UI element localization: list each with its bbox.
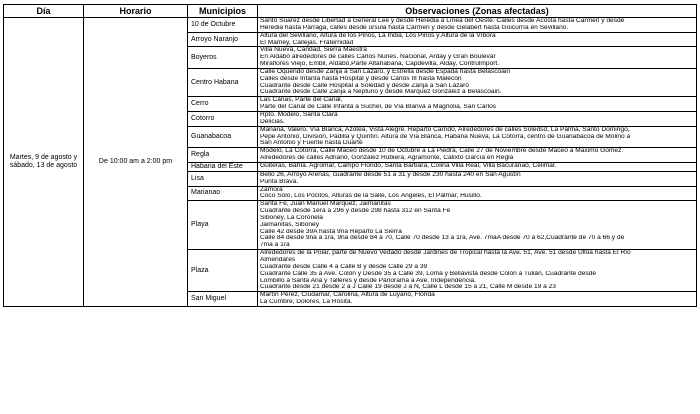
- observacion-line: Parte del Canal de Calle Infanta a Suchel, de Vía Blanva a Magnolia, San Carlos: [260, 104, 497, 111]
- table-row: [4, 18, 697, 33]
- municipio-cell: Arroyo Naranjo: [188, 32, 258, 47]
- observaciones-cell: [258, 18, 697, 33]
- municipio-cell: Regla: [188, 148, 258, 163]
- municipio-cell: Guanabacoa: [188, 126, 258, 148]
- observacion-line: 7ma a 1ra: [260, 242, 290, 249]
- observacion-line: Zamora: [260, 186, 283, 193]
- observacion-line: Cuadrante desde Calle Zanja a Neptuno y desde Marquez González a Belascoain.: [260, 89, 502, 96]
- observaciones-cell: [258, 126, 697, 148]
- observacion-line: Calles desde Infanta hasta Hospital y desde Carlos III hasta Malecón: [260, 75, 462, 82]
- observaciones-cell: [258, 47, 697, 69]
- observacion-line: Calle 84 desde 9na a 1ra, 9na desde 84 a 70, Calle 70 desde 13 a 1ra, Ave. 7maA desde 70 a 62,Cuadrante de 70 a 66 y de: [260, 235, 625, 242]
- observacion-line: Cuadrante desde Calle Hospital a Soledad y desde Zanja a San Lazaro: [260, 82, 469, 89]
- header-row: [4, 5, 697, 18]
- municipio-cell: Cerro: [188, 97, 258, 112]
- observacion-line: Rpto. Modelo, Santa Clara: [260, 111, 338, 118]
- municipio-cell: Cotorro: [188, 111, 258, 126]
- observacion-line: Calle 42 desde 39A hasta 9na Reparto La Sierra: [260, 228, 402, 235]
- schedule-body: [4, 18, 697, 307]
- municipio-cell: Boyeros: [188, 47, 258, 69]
- observacion-line: Martín Pérez, Ciudamar, Carolina, Altura de Luyanó, Florida: [260, 292, 435, 299]
- observacion-line: Delicias.: [260, 118, 285, 125]
- municipio-cell: Plaza: [188, 250, 258, 292]
- observacion-line: Altura del Sevillano, Altura de los Pinos, La India, Los Pinos y Altura de la Víbora: [260, 32, 496, 39]
- outage-schedule: [3, 4, 696, 307]
- observacion-line: El Mamey, Callejas, Fraternidad: [260, 39, 354, 46]
- municipio-cell: San Miguel: [188, 292, 258, 307]
- observacion-line: Las Cañas, Parte del Canal,: [260, 97, 343, 104]
- observaciones-cell: [258, 186, 697, 201]
- observacion-line: Cuadrante desde 1era a 296 y desde 298 hasta 312 en Santa Fe: [260, 208, 451, 215]
- observaciones-cell: [258, 171, 697, 186]
- observacion-line: Punta Brava.: [260, 178, 299, 185]
- observacion-line: Bello 26, Arroyo Arenas, cuadrante desde 51 a 31 y desde 230 hasta 240 en San Agustín: [260, 171, 521, 178]
- observaciones-cell: [258, 68, 697, 96]
- observacion-line: Jaimanitas, Siboney: [260, 221, 320, 228]
- observacion-line: En Aldabó alrededores de calles Carlos Nuñes, Nacional, Arday y Gran Boulevar: [260, 54, 496, 61]
- dia-line: Martes, 9 de agosto y: [9, 153, 78, 161]
- dia-cell: [4, 18, 84, 307]
- observaciones-cell: [258, 32, 697, 47]
- observaciones-cell: [258, 111, 697, 126]
- municipio-cell: Lisa: [188, 171, 258, 186]
- dia-line: sábado, 13 de agosto: [9, 161, 78, 169]
- observacion-line: Lombillo a Santa Ana y Talleres y desde Panorama a Ave. Independencia.: [260, 277, 477, 284]
- municipio-cell: Habana del Este: [188, 162, 258, 171]
- municipio-cell: Marianao: [188, 186, 258, 201]
- observacion-line: Santa Fe, Juan Manuel Marquez, Jaimanitas: [260, 201, 391, 208]
- observacion-line: Calle Oquendo desde Zanja a San Lazaro, y Estrella desde Espada hasta Belascoain: [260, 68, 510, 75]
- observacion-line: Heredia hasta Parraga, calles desde úrsula hasta Carmen y desde Gelabert hasta Goicurría en Sevillano.: [260, 24, 569, 31]
- observacion-line: Pepe Antonio, División, Padilla y Quintín. Altura de Vía Blanca, Habana Nueva, La Cotorra, centro de Guanabacoa de Molino a: [260, 133, 631, 140]
- observaciones-cell: [258, 162, 697, 171]
- header-horario: Horario: [84, 5, 188, 18]
- observacion-line: Alrededores de calles Adriano, Gonzalez Rubiera, Agramonte, Calixto García en Regla: [260, 155, 514, 162]
- observaciones-cell: [258, 292, 697, 307]
- header-observaciones: Observaciones (Zonas afectadas): [258, 5, 697, 18]
- observacion-line: Almendares: [260, 257, 296, 263]
- observacion-line: Cuadrante desde 21 desde 2 a J Calle 19 desde J a N, Calle L desde 15 a 21, Calle M desde 19 a 23: [260, 284, 556, 291]
- observaciones-cell: [258, 97, 697, 112]
- header-dia: Día: [4, 5, 84, 18]
- observacion-line: Coco Solo, Los Pocitos, Alturas de la Salle, Los Ángeles, El Palmar, Husillo.: [260, 193, 482, 200]
- observacion-line: Alrededores de la Polar, parte de Nuevo Vedado desde Jardines de Tropical hasta la Ave. 51, Ave. 51 desde Ulloa hasta El Río: [260, 250, 631, 257]
- municipio-cell: 10 de Octubre: [188, 18, 258, 33]
- observacion-line: Guiteras, Bahía. Agromar, Campo Florido, Santa Bárbara, Colina Villa Real, Villa Bacuranao, Celimar.: [260, 163, 557, 170]
- observacion-line: Miraflores Viejo, Embil, Aldabó,Parte Altahabana, Capdevilla, Alday, Contrulmport.: [260, 61, 500, 68]
- header-municipios: Municipios: [188, 5, 258, 18]
- observacion-line: Cuadrante Calle 35 a Ave. Colón y Desde 35 a Calle 39, Loma y Bellavista desde Colón a Tulián, Cuadrante desde: [260, 270, 597, 277]
- horario-cell: De 10:00 am a 2:00 pm: [84, 18, 188, 307]
- municipio-cell: Playa: [188, 201, 258, 250]
- observacion-line: Modelo, La Cotorra, Calle Maceo desde 10 de Octubre a La Piedra, Calle 27 de Noviembre desde Maceo a Maximo Gómez.: [260, 148, 624, 155]
- observacion-line: Siboney, La Coronela: [260, 214, 323, 221]
- observacion-line: Santo Suarez desde Libertad a General Lee y desde Heredia a Línea del Oeste. Calles desde Acosta hasta Carmen y desde: [260, 18, 625, 24]
- observacion-line: Villa Nueva, Caridad, Sierra Maestra: [260, 47, 367, 54]
- schedule-table: [3, 4, 697, 307]
- observacion-line: Cuadrante desde Calle 4 a Calle B y desde Calle 29 a 39: [260, 263, 428, 270]
- observacion-line: Mañana, Valero, Vía Blanca, Azotea, Vista Alegre. Reparto Carrido, Alrededores de calles Soledsd, La Palma, Santo Domingo,: [260, 126, 630, 133]
- municipio-cell: Centro Habana: [188, 68, 258, 96]
- observacion-line: La Cumbre, Dolores, La Rosita.: [260, 299, 353, 306]
- observacion-line: San Antonio y Fuente hasta Duarte: [260, 140, 363, 147]
- observaciones-cell: [258, 148, 697, 163]
- observaciones-cell: [258, 250, 697, 292]
- observaciones-cell: [258, 201, 697, 250]
